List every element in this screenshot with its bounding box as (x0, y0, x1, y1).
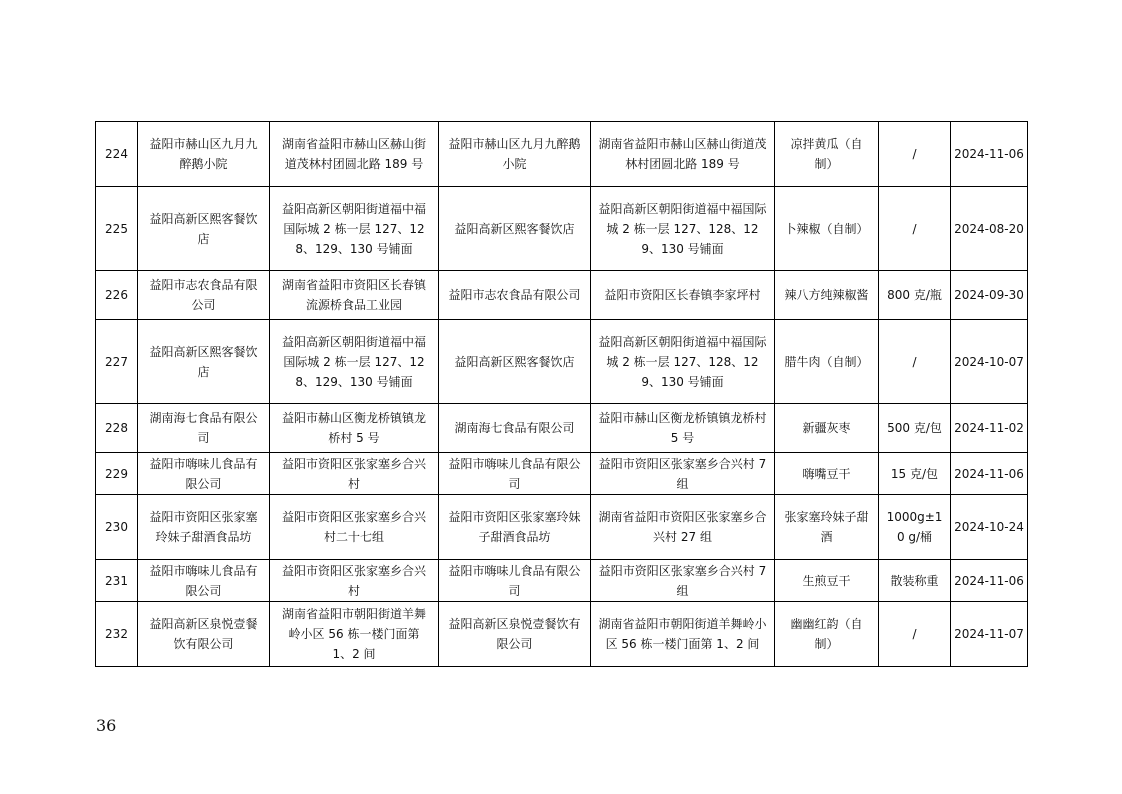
cell-specification: / (879, 602, 951, 667)
table-row (96, 495, 1028, 560)
cell-seller-name: 益阳高新区泉悦壹餐饮有限公司 (439, 602, 591, 667)
cell-seller-name: 益阳市赫山区九月九醉鹅小院 (439, 122, 591, 187)
cell-producer-name: 益阳高新区泉悦壹餐饮有限公司 (138, 602, 270, 667)
cell-production-date: 2024-11-06 (951, 453, 1028, 495)
cell-number: 231 (96, 560, 138, 602)
cell-producer-address: 益阳市资阳区张家塞乡合兴村二十七组 (270, 495, 439, 560)
table-body (96, 122, 1028, 667)
cell-specification: 1000g±10 g/桶 (879, 495, 951, 560)
cell-seller-address: 湖南省益阳市朝阳街道羊舞岭小区 56 栋一楼门面第 1、2 间 (591, 602, 775, 667)
cell-seller-address: 益阳市资阳区张家塞乡合兴村 7 组 (591, 453, 775, 495)
table-row (96, 122, 1028, 187)
cell-seller-address: 湖南省益阳市资阳区张家塞乡合兴村 27 组 (591, 495, 775, 560)
cell-producer-address: 湖南省益阳市朝阳街道羊舞岭小区 56 栋一楼门面第 1、2 间 (270, 602, 439, 667)
table-row (96, 404, 1028, 453)
cell-product-name: 嗨嘴豆干 (775, 453, 879, 495)
cell-production-date: 2024-11-02 (951, 404, 1028, 453)
cell-product-name: 卜辣椒（自制） (775, 187, 879, 271)
cell-seller-address: 益阳高新区朝阳街道福中福国际城 2 栋一层 127、128、129、130 号铺面 (591, 187, 775, 271)
cell-producer-address: 益阳高新区朝阳街道福中福国际城 2 栋一层 127、128、129、130 号铺面 (270, 187, 439, 271)
cell-specification: / (879, 320, 951, 404)
cell-producer-name: 湖南海七食品有限公司 (138, 404, 270, 453)
cell-specification: 800 克/瓶 (879, 271, 951, 320)
cell-producer-address: 益阳高新区朝阳街道福中福国际城 2 栋一层 127、128、129、130 号铺面 (270, 320, 439, 404)
cell-production-date: 2024-08-20 (951, 187, 1028, 271)
cell-producer-address: 湖南省益阳市赫山区赫山街道茂林村团圆北路 189 号 (270, 122, 439, 187)
cell-production-date: 2024-11-06 (951, 560, 1028, 602)
cell-specification: / (879, 187, 951, 271)
cell-producer-address: 益阳市赫山区衡龙桥镇镇龙桥村 5 号 (270, 404, 439, 453)
cell-seller-name: 湖南海七食品有限公司 (439, 404, 591, 453)
cell-production-date: 2024-11-07 (951, 602, 1028, 667)
cell-seller-name: 益阳市资阳区张家塞玲妹子甜酒食品坊 (439, 495, 591, 560)
cell-seller-address: 湖南省益阳市赫山区赫山街道茂林村团圆北路 189 号 (591, 122, 775, 187)
cell-producer-address: 湖南省益阳市资阳区长春镇流源桥食品工业园 (270, 271, 439, 320)
cell-producer-name: 益阳市志农食品有限公司 (138, 271, 270, 320)
cell-seller-name: 益阳市嗨味儿食品有限公司 (439, 453, 591, 495)
page-number: 36 (96, 716, 117, 735)
cell-number: 232 (96, 602, 138, 667)
table-row (96, 602, 1028, 667)
cell-product-name: 张家塞玲妹子甜酒 (775, 495, 879, 560)
cell-number: 230 (96, 495, 138, 560)
cell-seller-name: 益阳高新区熙客餐饮店 (439, 320, 591, 404)
cell-seller-name: 益阳市志农食品有限公司 (439, 271, 591, 320)
cell-specification: 500 克/包 (879, 404, 951, 453)
cell-seller-address: 益阳市资阳区张家塞乡合兴村 7 组 (591, 560, 775, 602)
cell-product-name: 幽幽红韵（自制） (775, 602, 879, 667)
cell-producer-name: 益阳市嗨味儿食品有限公司 (138, 453, 270, 495)
cell-product-name: 凉拌黄瓜（自制） (775, 122, 879, 187)
cell-seller-address: 益阳市赫山区衡龙桥镇镇龙桥村 5 号 (591, 404, 775, 453)
cell-producer-address: 益阳市资阳区张家塞乡合兴村 (270, 560, 439, 602)
cell-producer-name: 益阳市赫山区九月九醉鹅小院 (138, 122, 270, 187)
cell-seller-name: 益阳高新区熙客餐饮店 (439, 187, 591, 271)
cell-product-name: 辣八方纯辣椒酱 (775, 271, 879, 320)
table-row (96, 560, 1028, 602)
cell-production-date: 2024-09-30 (951, 271, 1028, 320)
table-row (96, 320, 1028, 404)
cell-seller-name: 益阳市嗨味儿食品有限公司 (439, 560, 591, 602)
table-row (96, 453, 1028, 495)
cell-production-date: 2024-11-06 (951, 122, 1028, 187)
cell-specification: / (879, 122, 951, 187)
cell-specification: 15 克/包 (879, 453, 951, 495)
cell-number: 226 (96, 271, 138, 320)
cell-producer-name: 益阳高新区熙客餐饮店 (138, 187, 270, 271)
cell-production-date: 2024-10-24 (951, 495, 1028, 560)
cell-producer-name: 益阳高新区熙客餐饮店 (138, 320, 270, 404)
cell-product-name: 腊牛肉（自制） (775, 320, 879, 404)
cell-seller-address: 益阳高新区朝阳街道福中福国际城 2 栋一层 127、128、129、130 号铺面 (591, 320, 775, 404)
cell-number: 224 (96, 122, 138, 187)
cell-producer-name: 益阳市嗨味儿食品有限公司 (138, 560, 270, 602)
cell-product-name: 生煎豆干 (775, 560, 879, 602)
cell-number: 227 (96, 320, 138, 404)
cell-number: 229 (96, 453, 138, 495)
cell-production-date: 2024-10-07 (951, 320, 1028, 404)
sampling-results-table (95, 121, 1028, 667)
cell-producer-name: 益阳市资阳区张家塞玲妹子甜酒食品坊 (138, 495, 270, 560)
cell-specification: 散装称重 (879, 560, 951, 602)
cell-number: 228 (96, 404, 138, 453)
table-row (96, 271, 1028, 320)
cell-number: 225 (96, 187, 138, 271)
cell-product-name: 新疆灰枣 (775, 404, 879, 453)
cell-producer-address: 益阳市资阳区张家塞乡合兴村 (270, 453, 439, 495)
cell-seller-address: 益阳市资阳区长春镇李家坪村 (591, 271, 775, 320)
table-row (96, 187, 1028, 271)
